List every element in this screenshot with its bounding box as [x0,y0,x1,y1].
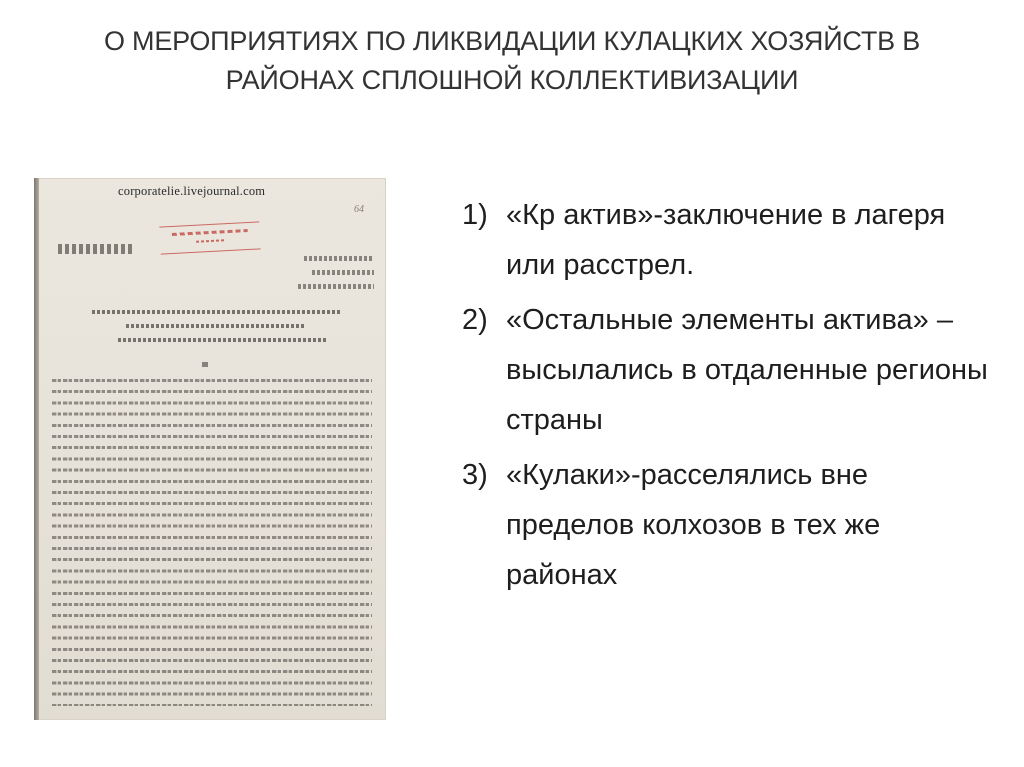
document-heading-line [92,310,342,314]
list-item [462,450,992,600]
document-heading-line [126,324,306,328]
secret-stamp [159,221,260,254]
scan-edge [34,178,39,720]
list-item-number: 2) [462,304,488,336]
page-number: 64 [354,204,364,215]
section-number [202,362,208,367]
appendix-note-line [298,284,374,289]
appendix-note-line [312,270,374,275]
list-item-number: 1) [462,199,488,231]
list-item-text: «Остальные элементы актива» – высылались в отдаленные регионы страны [506,304,988,436]
archive-document-image [34,178,386,720]
list-item-text: «Кр актив»-заключение в лагеря или расстрел. [506,199,946,281]
watermark-text: corporatelie.livejournal.com [118,184,266,198]
list-item-text: «Кулаки»-расселялись вне пределов колхозов в тех же районах [506,459,881,591]
document-body-text [52,376,372,706]
slide-title [40,22,984,100]
document-heading-line [118,338,328,342]
slide-title-line-1: О МЕРОПРИЯТИЯХ ПО ЛИКВИДАЦИИ КУЛАЦКИХ ХОЗЯЙСТВ В [103,26,921,56]
list-item [462,190,992,290]
appendix-note-line [304,256,374,261]
document-reference [58,244,134,254]
slide-title-line-2: РАЙОНАХ СПЛОШНОЙ КОЛЛЕКТИВИЗАЦИИ [225,65,799,95]
list-item [462,295,992,445]
points-list [462,190,992,605]
list-item-number: 3) [462,459,488,491]
